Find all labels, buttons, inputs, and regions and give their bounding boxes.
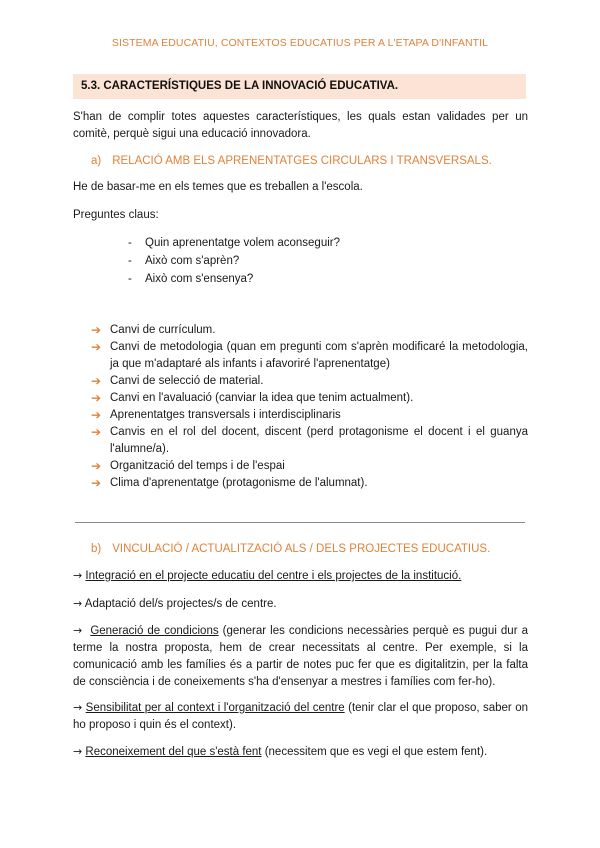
subheading-b-label: b) — [91, 543, 102, 555]
paragraph-sensibilitat: → Sensibilitat per al context i l'organització del centre (tenir clar el que proposo, saber on ho proposo i quin és el context). — [73, 701, 528, 731]
list-item: - Això com s'aprèn? — [128, 252, 340, 270]
section-heading: 5.3. CARACTERÍSTIQUES DE LA INNOVACIÓ EDUCATIVA. — [73, 74, 526, 99]
dash-bullet: - — [128, 255, 132, 267]
subheading-b — [91, 541, 490, 558]
list-item: ➔ Canvis en el rol del docent, discent (perd protagonisme el docent i el guanya l'alumne/a). — [91, 425, 528, 455]
intro-paragraph: S'han de complir totes aquestes característiques, les quals estan validades per un comitè, perquè sigui una educació innovadora. — [73, 111, 528, 140]
questions-list — [128, 234, 340, 288]
dash-bullet: - — [128, 237, 132, 249]
paragraph-reconeixement: → Reconeixement del que s'està fent (necessitem que es vegi el que estem fent). — [73, 745, 488, 758]
list-item: ➔ Canvi en l'avaluació (canviar la idea que tenim actualment). — [91, 391, 414, 405]
subheading-a-title: RELACIÓ AMB ELS APRENENTATGES CIRCULARS I TRANSVERSALS. — [112, 155, 492, 167]
list-item: - Això com s'ensenya? — [128, 270, 340, 288]
arrow-right-icon: ➔ — [91, 391, 102, 405]
arrow-right-icon: ➔ — [91, 425, 102, 439]
arrow-right-icon: → — [73, 597, 83, 610]
arrow-right-icon: ➔ — [91, 459, 102, 473]
dash-bullet: - — [128, 273, 132, 285]
paragraph-basar: He de basar-me en els temes que es treballen a l'escola. — [73, 181, 363, 193]
arrow-right-icon: ➔ — [91, 476, 102, 490]
arrow-right-icon: → — [73, 701, 83, 714]
arrow-right-icon: ➔ — [91, 374, 102, 388]
arrow-right-icon: → — [73, 624, 83, 637]
list-item: ➔ Organització del temps i de l'espai — [91, 459, 285, 473]
list-item: ➔ Clima d'aprenentatge (protagonisme de l'alumnat). — [91, 476, 368, 490]
subheading-b-title: VINCULACIÓ / ACTUALITZACIÓ ALS / DELS PROJECTES EDUCATIUS. — [112, 543, 491, 555]
list-item: ➔ Canvi de selecció de material. — [91, 374, 264, 388]
paragraph-preguntes: Preguntes claus: — [73, 209, 159, 221]
running-header: SISTEMA EDUCATIU, CONTEXTOS EDUCATIUS PER A L'ETAPA D'INFANTIL — [111, 37, 489, 49]
paragraph-integracio: → Integració en el projecte educatiu del centre i els projectes de la institució. — [73, 569, 462, 582]
list-item: - Quin aprenentatge volem aconseguir? — [128, 234, 340, 252]
list-item: ➔ Aprenentatges transversals i interdisciplinaris — [91, 408, 341, 422]
arrow-right-icon: ➔ — [91, 323, 102, 337]
subheading-a-label: a) — [91, 155, 102, 167]
horizontal-divider — [75, 522, 525, 523]
arrow-right-icon: → — [73, 745, 83, 758]
arrow-right-icon: ➔ — [91, 340, 102, 354]
subheading-a — [91, 153, 492, 170]
list-item: ➔ Canvi de metodologia (quan em pregunti com s'aprèn modificaré la metodologia, ja que m'adaptaré als infants i afavoriré l'aprenentatge) — [91, 340, 528, 370]
characteristics-list — [91, 322, 528, 492]
list-item: ➔ Canvi de currículum. — [91, 323, 216, 337]
paragraph-generacio: → Generació de condicions (generar les condicions necessàries perquè es pugui dur a terme la nostra proposta, hem de crear necessitats al centre. Per exemple, si la comunicació amb les famílies és a partir de notes puc fer que es digitalitzin, per la falta de consciència i de coneixements s'ha d'ensenyar a mestres i famílies com fer-ho). — [73, 624, 528, 688]
paragraph-adaptacio: → Adaptació del/s projectes/s de centre. — [73, 597, 277, 610]
arrow-right-icon: ➔ — [91, 408, 102, 422]
arrow-right-icon: → — [73, 569, 83, 582]
